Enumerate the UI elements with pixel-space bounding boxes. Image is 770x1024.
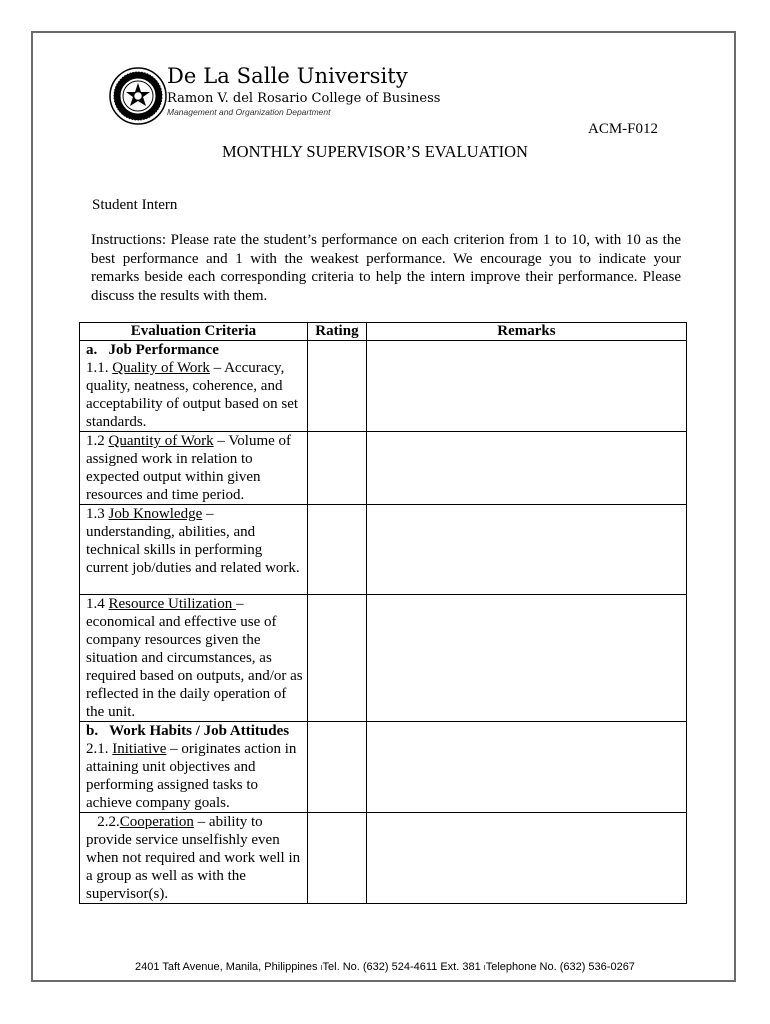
footer-separator: I	[320, 965, 323, 972]
instructions-text: Instructions: Please rate the student’s performance on each criterion from 1 to 10, with 10 as the best performance and 1 with the weakest performance. We encourage you to indicate your remarks beside each corresponding criteria to help the intern improve their performance. Please discuss the results with them.	[91, 232, 681, 304]
remarks-cell[interactable]	[366, 505, 686, 595]
rating-cell[interactable]	[307, 341, 366, 432]
criterion-name: Quality of Work	[112, 360, 210, 376]
criterion-cell: 2.2.Cooperation – ability to provide service unselfishly even when not required and work well in a group as well as with the supervisor(s).	[80, 813, 308, 904]
rating-cell[interactable]	[307, 432, 366, 505]
criterion-name: Initiative	[112, 741, 167, 757]
table-row	[80, 722, 687, 813]
footer-address: 2401 Taft Avenue, Manila, Philippines	[135, 961, 318, 973]
rating-cell[interactable]	[307, 505, 366, 595]
criterion-cell: a. Job Performance 1.1. Quality of Work – Accuracy, quality, neatness, coherence, and acceptability of output based on set standards.	[80, 341, 308, 432]
criterion-name: Quantity of Work	[108, 433, 214, 449]
header-criteria: Evaluation Criteria	[80, 323, 308, 341]
table-row	[80, 432, 687, 505]
remarks-cell[interactable]	[366, 813, 686, 904]
evaluation-table	[79, 322, 687, 904]
footer-separator: I	[483, 965, 486, 972]
department-name: Management and Organization Department	[167, 107, 331, 117]
section-heading-b: b. Work Habits / Job Attitudes	[86, 723, 290, 739]
table-row	[80, 595, 687, 722]
rating-cell[interactable]	[307, 722, 366, 813]
header-rating: Rating	[307, 323, 366, 341]
form-code: ACM-F012	[588, 121, 659, 137]
footer-tel: Tel. No. (632) 524-4611 Ext. 381	[322, 961, 481, 973]
criterion-name: Cooperation	[119, 814, 194, 830]
footer-contact	[0, 961, 770, 973]
document-title: MONTHLY SUPERVISOR’S EVALUATION	[222, 142, 528, 161]
subject-label: Student Intern	[92, 197, 178, 213]
table-row	[80, 813, 687, 904]
remarks-cell[interactable]	[366, 341, 686, 432]
criterion-cell: 1.2 Quantity of Work – Volume of assigned work in relation to expected output within given resources and time period.	[80, 432, 308, 505]
section-heading-a: a. Job Performance	[86, 342, 219, 358]
table-header-row	[80, 323, 687, 341]
remarks-cell[interactable]	[366, 595, 686, 722]
rating-cell[interactable]	[307, 813, 366, 904]
college-name: Ramon V. del Rosario College of Business	[167, 91, 441, 106]
criterion-cell: 1.4 Resource Utilization – economical and effective use of company resources given the situation and circumstances, as required based on outputs, and/or as reflected in the daily operation of the unit.	[80, 595, 308, 722]
header-remarks: Remarks	[366, 323, 686, 341]
criterion-cell: b. Work Habits / Job Attitudes 2.1. Initiative – originates action in attaining unit objectives and performing assigned tasks to achieve company goals.	[80, 722, 308, 813]
criterion-name: Job Knowledge	[108, 506, 203, 522]
university-seal-logo	[108, 66, 168, 126]
table-row	[80, 505, 687, 595]
rating-cell[interactable]	[307, 595, 366, 722]
footer-phone: Telephone No. (632) 536-0267	[485, 961, 635, 973]
criterion-cell: 1.3 Job Knowledge – understanding, abilities, and technical skills in performing current job/duties and related work.	[80, 505, 308, 595]
remarks-cell[interactable]	[366, 432, 686, 505]
criterion-name: Resource Utilization	[108, 596, 236, 612]
university-name: De La Salle University	[167, 64, 408, 88]
remarks-cell[interactable]	[366, 722, 686, 813]
table-row	[80, 341, 687, 432]
